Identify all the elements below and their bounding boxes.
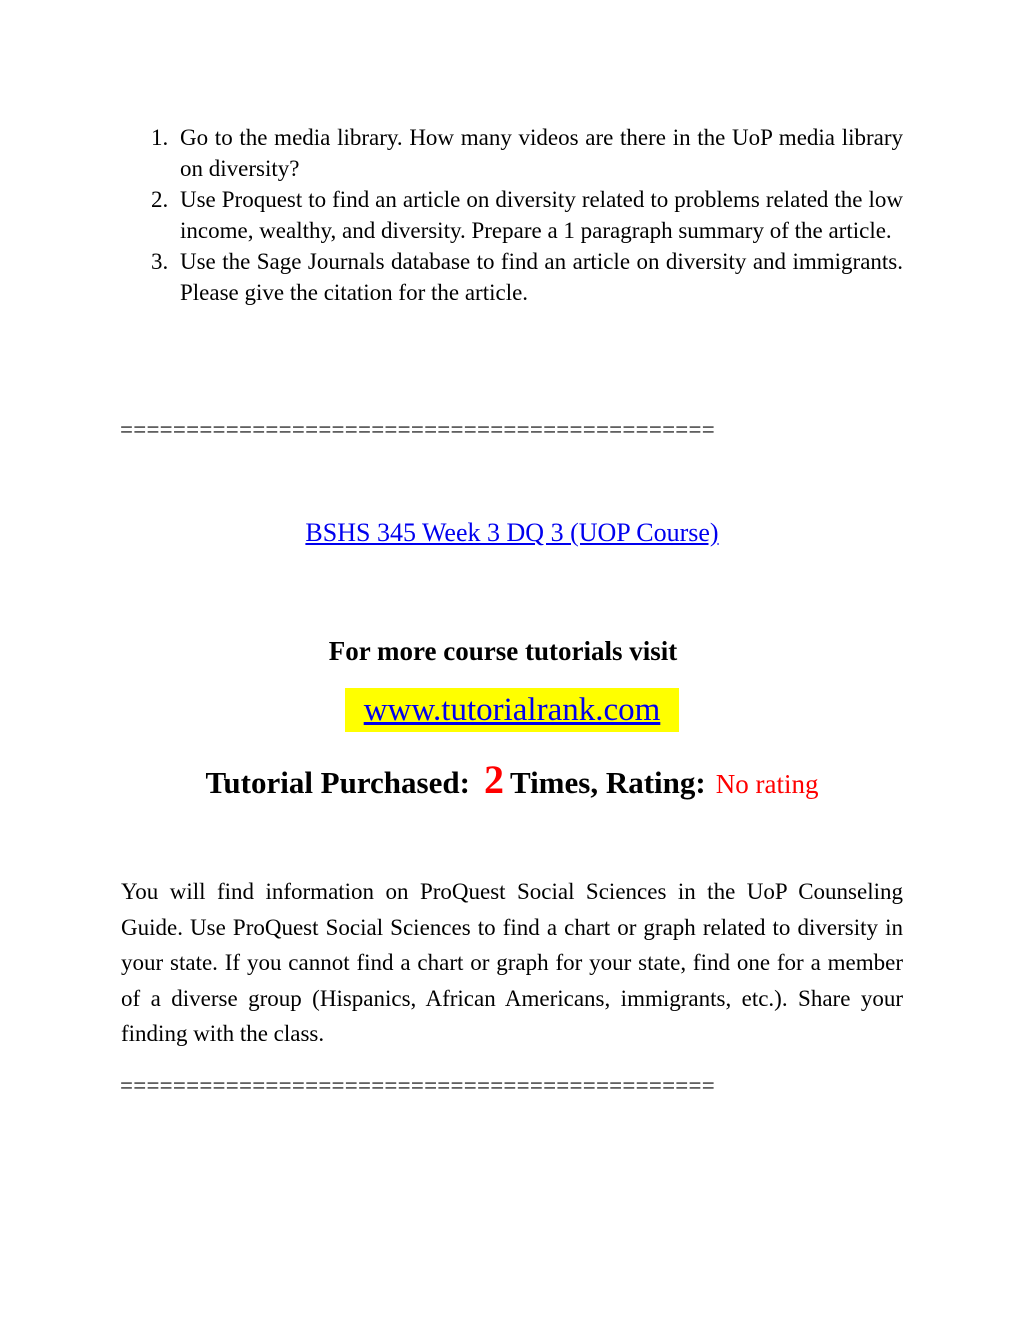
list-item-text: Use the Sage Journals database to find an article on diversity and immigrants. Please give the citation for the article. (180, 249, 903, 305)
course-title-link[interactable]: BSHS 345 Week 3 DQ 3 (UOP Course) (305, 518, 719, 547)
purchase-count: 2 (483, 757, 504, 802)
separator-line: ============================================= (120, 417, 715, 442)
list-item-text: Use Proquest to find an article on diversity related to problems related the low income, wealthy, and diversity. Prepare a 1 paragraph summary of the article. (180, 187, 903, 243)
website-highlight (345, 688, 679, 732)
list-item-number: 1. (151, 125, 169, 150)
purchase-label: Tutorial Purchased: (205, 765, 470, 800)
rating-value: No rating (715, 769, 819, 799)
list-item (148, 122, 903, 184)
list-item (148, 246, 903, 308)
list-item-number: 2. (151, 187, 169, 212)
list-item (148, 184, 903, 246)
website-link[interactable]: www.tutorialrank.com (363, 692, 661, 728)
question-list (148, 122, 903, 308)
list-item-text: Go to the media library. How many videos are there in the UoP media library on diversity? (180, 125, 903, 181)
course-title-container (0, 516, 1024, 550)
purchase-info (0, 758, 1024, 806)
rating-label: Times, Rating: (509, 765, 706, 800)
description-paragraph: You will find information on ProQuest Social Sciences in the UoP Counseling Guide. Use ProQuest Social Sciences to find a chart or graph related to diversity in your state. If you cannot find a chart or graph for your state, find one for a member of a diverse group (Hispanics, African Americans, immigrants, etc.). Share your finding with the class. (121, 879, 903, 1046)
separator-line: ============================================= (120, 1073, 715, 1098)
visit-heading: For more course tutorials visit (328, 636, 678, 666)
list-item-number: 3. (151, 249, 169, 274)
